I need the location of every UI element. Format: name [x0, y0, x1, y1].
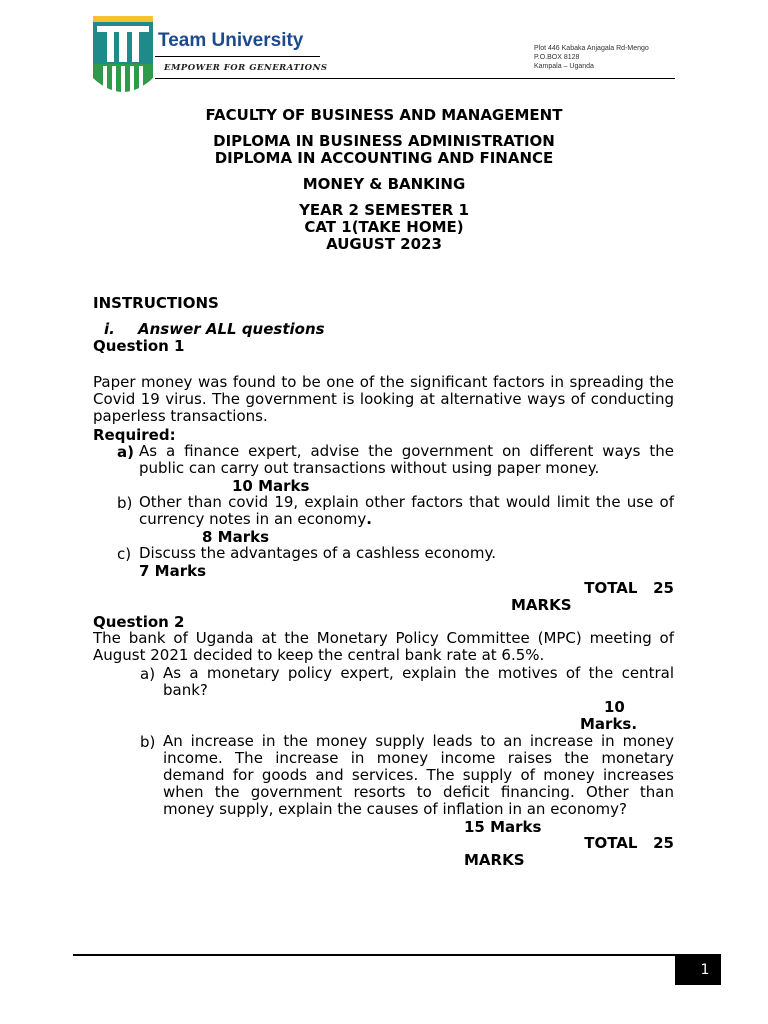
q1-b-text: Other than covid 19, explain other factors that would limit the use of currency notes in an economy: [139, 493, 674, 528]
brand-tagline: EMPOWER FOR GENERATIONS: [164, 63, 328, 73]
q2-b-marker: b): [140, 733, 156, 751]
question-2-heading: Question 2: [93, 613, 185, 631]
programme-title: DIPLOMA IN ACCOUNTING AND FINANCE: [214, 149, 554, 167]
q2-total-marks: MARKS: [464, 851, 525, 869]
address-block: [534, 44, 649, 71]
q1-a-text: As a finance expert, advise the government on different ways the public can carry out transactions without using paper money.: [139, 442, 674, 477]
exam-type: CAT 1(TAKE HOME): [304, 218, 464, 236]
question-1-intro: Paper money was found to be one of the significant factors in spreading the Covid 19 virus. The government is looking at alternative ways of conducting paperless transactions.: [93, 373, 674, 425]
programme-title: DIPLOMA IN BUSINESS ADMINISTRATION: [213, 132, 555, 150]
q2-a-text: As a monetary policy expert, explain the motives of the central bank?: [163, 664, 674, 699]
q1-c-marker: c): [117, 545, 132, 563]
q1-b-period: .: [366, 510, 372, 528]
page-number-box: [675, 955, 721, 985]
university-logo: [93, 16, 153, 98]
brand-name: Team University: [158, 30, 304, 51]
q2-b-text: An increase in the money supply leads to an increase in money income. The increase in money income raises the monetary demand for goods and services. The supply of money increases when the government resorts to deficit financing. Other than money supply, explain the causes of inflation in an economy?: [163, 732, 674, 818]
question-1-heading: Question 1: [93, 337, 185, 355]
q1-total-marks: MARKS: [511, 596, 572, 614]
page-number: 1: [700, 962, 710, 978]
q1-a-marks: 10 Marks: [232, 477, 310, 495]
q1-c-marks: 7 Marks: [139, 562, 207, 580]
question-2-intro: The bank of Uganda at the Monetary Policy Committee (MPC) meeting of August 2021 decided to keep the central bank rate at 6.5%.: [93, 629, 674, 664]
q1-b-text-block: [139, 494, 674, 528]
university-crest-icon: [93, 16, 153, 98]
q1-total: TOTAL 25: [584, 579, 674, 597]
year-semester: YEAR 2 SEMESTER 1: [299, 201, 469, 219]
q2-a-marks: 10: [604, 698, 625, 716]
q2-a-marker: a): [140, 665, 156, 683]
q2-total: TOTAL 25: [584, 834, 674, 852]
address-line: P.O.BOX 8128: [534, 54, 580, 61]
footer-rule: [73, 954, 721, 956]
brand-underline: [155, 56, 320, 57]
course-title: MONEY & BANKING: [302, 175, 466, 193]
address-line: Plot 446 Kabaka Anjagala Rd-Mengo: [534, 45, 649, 52]
q2-a-marks-suffix: Marks.: [580, 715, 638, 733]
q1-c-text: Discuss the advantages of a cashless economy.: [139, 544, 496, 562]
faculty-title: FACULTY OF BUSINESS AND MANAGEMENT: [205, 106, 563, 124]
exam-date: AUGUST 2023: [326, 235, 442, 253]
header-rule: [155, 78, 675, 79]
q1-a-marker: a): [117, 443, 134, 461]
instructions-heading: INSTRUCTIONS: [93, 294, 219, 312]
q1-b-marker: b): [117, 494, 133, 512]
instruction-marker: i.: [104, 320, 115, 338]
q2-b-marks: 15 Marks: [464, 818, 542, 836]
address-line: Kampala – Uganda: [534, 63, 594, 70]
q1-b-marks: 8 Marks: [202, 528, 270, 546]
instruction-item: Answer ALL questions: [138, 320, 325, 338]
required-label: Required:: [93, 426, 176, 444]
